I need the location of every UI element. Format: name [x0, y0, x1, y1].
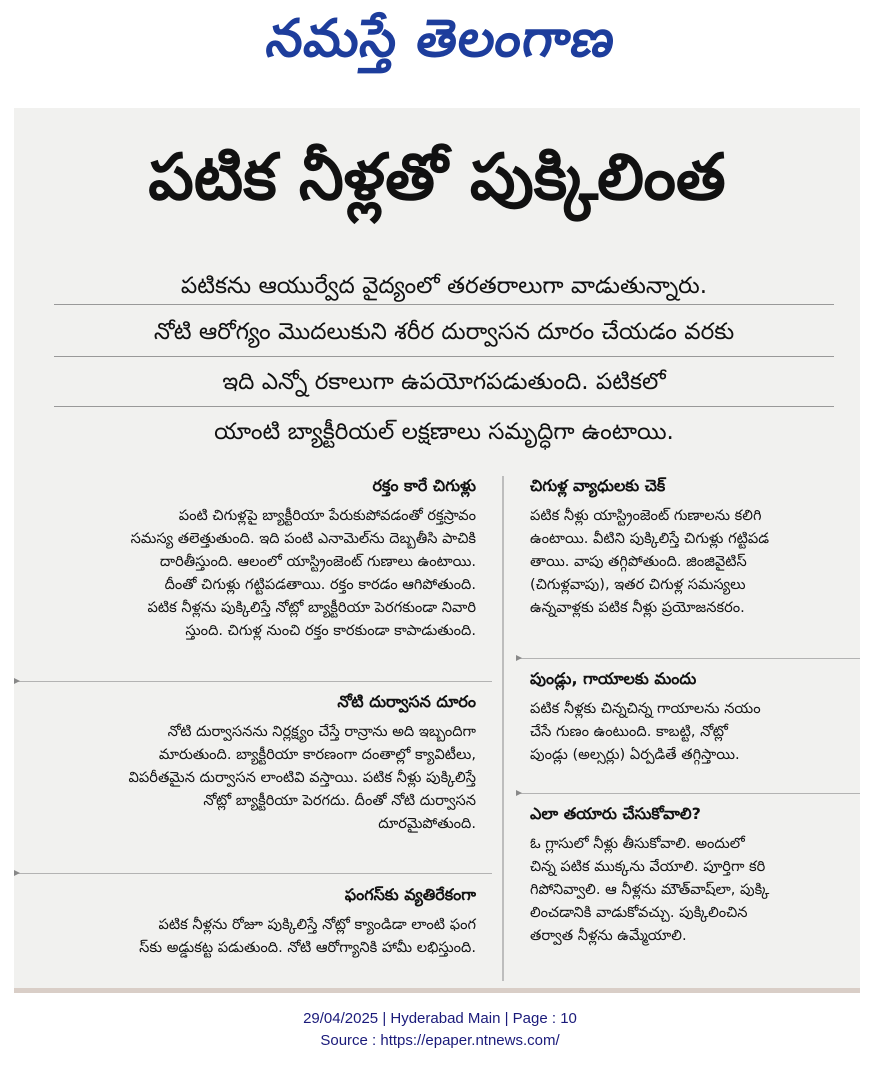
- section-heading: ఎలా తయారు చేసుకోవాలి?: [530, 804, 701, 823]
- section-line: (చిగుళ్లవాపు), ఇతర చిగుళ్ల సమస్యలు: [530, 576, 746, 593]
- section-line: పుండ్లు (అల్సర్లు) ఏర్పడితే తగ్గిస్తాయి.: [530, 746, 740, 763]
- section-line: తాయి. వాపు తగ్గిపోతుంది. జింజివైటిస్: [530, 553, 747, 570]
- section-line: పంటి చిగుళ్లపై బ్యాక్టీరియా పేరుకుపోవడంతో రక్తస్రావం: [178, 507, 476, 524]
- intro-line: యాంటి బ్యాక్టీరియల్ లక్షణాలు సమృద్ధిగా ఉంటాయి.: [214, 419, 674, 445]
- section-heading: పుండ్లు, గాయాలకు మందు: [530, 669, 697, 688]
- section-separator: [14, 681, 492, 682]
- column-divider: [502, 476, 504, 981]
- section-line: స్తుంది. చిగుళ్ల నుంచి రక్తం కారకుండా కాపాడుతుంది.: [185, 622, 476, 639]
- section-heading: ఫంగస్‌కు వ్యతిరేకంగా: [344, 885, 476, 904]
- section-bleeding-gums: [14, 474, 492, 674]
- left-column: [14, 466, 492, 986]
- masthead-title: నమస్తే తెలంగాణ: [262, 8, 620, 69]
- section-line: నోటి దుర్వాసనను నిర్లక్ష్యం చేస్తే రాన్రాను అది ఇబ్బందిగా: [167, 723, 476, 740]
- masthead-logo: [0, 6, 880, 84]
- footer-source[interactable]: Source : https://epaper.ntnews.com/: [320, 1032, 560, 1049]
- section-line: సమస్య తలెత్తుతుంది. ఇది పంటి ఎనామెల్‌ను దెబ్బతీసి పాచికి: [130, 530, 476, 547]
- intro-line: నోటి ఆరోగ్యం మొదలుకుని శరీర దుర్వాసన దూరం చేయడం వరకు: [153, 319, 735, 345]
- section-preparation: [516, 802, 860, 982]
- intro-rule: [54, 304, 834, 305]
- section-line: లించడానికి వాడుకోవచ్చు. పుక్కిలించిన: [530, 904, 748, 921]
- right-column: [516, 466, 860, 986]
- section-line: పటిక నీళ్లను పుక్కిలిస్తే నోట్లో బ్యాక్టీరియా పెరగకుండా నివారి: [147, 599, 476, 616]
- intro-rule: [54, 356, 834, 357]
- intro-rule: [54, 406, 834, 407]
- section-separator: [516, 658, 860, 659]
- section-line: ఉన్నవాళ్లకు పటిక నీళ్లు ప్రయోజనకరం.: [530, 599, 745, 616]
- section-line: పటిక నీళ్లను రోజూ పుక్కిలిస్తే నోట్లో క్యాండిడా లాంటి ఫంగ: [158, 916, 476, 933]
- section-heading: చిగుళ్ల వ్యాధులకు చెక్: [530, 476, 666, 495]
- section-line: ఉంటాయి. వీటిని పుక్కిలిస్తే చిగుళ్లు గట్టిపడ: [530, 530, 770, 547]
- intro-line: ఇది ఎన్నో రకాలుగా ఉపయోగపడుతుంది. పటికలో: [222, 369, 666, 395]
- section-line: మారుతుంది. బ్యాక్టీరియా కారణంగా దంతాల్లో క్యావిటీలు,: [158, 746, 476, 763]
- section-line: ఓ గ్లాసులో నీళ్లు తీసుకోవాలి. అందులో: [530, 835, 745, 852]
- section-line: తర్వాత నీళ్లను ఉమ్మేయాలి.: [530, 927, 687, 944]
- section-line: దూరమైపోతుంది.: [378, 815, 476, 832]
- section-line: పటిక నీళ్లకు చిన్నచిన్న గాయాలను నయం: [530, 700, 761, 717]
- section-antifungal: [14, 883, 492, 983]
- section-separator: [516, 793, 860, 794]
- section-line: దారితీస్తుంది. ఆలంలో యాస్ట్రింజెంట్ గుణాలు ఉంటాయి.: [159, 553, 476, 570]
- section-gum-disease: [516, 474, 860, 654]
- article-headline: పటిక నీళ్లతో పుక్కిలింత: [148, 141, 726, 215]
- footer-date-edition: 29/04/2025 | Hyderabad Main | Page : 10: [303, 1010, 577, 1027]
- section-line: చేసే గుణం ఉంటుంది. కాబట్టి, నోట్లో: [530, 723, 728, 740]
- section-heading: రక్తం కారే చిగుళ్లు: [372, 476, 476, 495]
- section-bad-breath: [14, 690, 492, 868]
- section-line: విపరీతమైన దుర్వాసన లాంటివి వస్తాయి. పటిక నీళ్లు పుక్కిలిస్తే: [128, 769, 476, 786]
- section-line: నోట్లో బ్యాక్టీరియా పెరగదు. దీంతో నోటి దుర్వాసన: [203, 792, 476, 809]
- intro-line: పటికను ఆయుర్వేద వైద్యంలో తరతరాలుగా వాడుతున్నారు.: [180, 273, 708, 299]
- clipping-bottom-edge: [14, 988, 860, 993]
- section-heading: నోటి దుర్వాసన దూరం: [337, 692, 476, 711]
- section-line: చిన్న పటిక ముక్కను వేయాలి. పూర్తిగా కరి: [530, 858, 766, 875]
- section-ulcers: [516, 667, 860, 787]
- section-line: పటిక నీళ్లు యాస్ట్రింజెంట్ గుణాలను కలిగి: [530, 507, 762, 524]
- section-line: దీంతో చిగుళ్లు గట్టిపడతాయి. రక్తం కారడం ఆగిపోతుంది.: [164, 576, 476, 593]
- section-separator: [14, 873, 492, 874]
- section-line: గిపోనివ్వాలి. ఆ నీళ్లను మౌత్‌వాష్‌లా, పుక్కి: [530, 881, 770, 898]
- article-clipping: [14, 108, 860, 988]
- section-line: స్‌కు అడ్డుకట్ట పడుతుంది. నోటి ఆరోగ్యానికి హామీ లభిస్తుంది.: [139, 939, 476, 956]
